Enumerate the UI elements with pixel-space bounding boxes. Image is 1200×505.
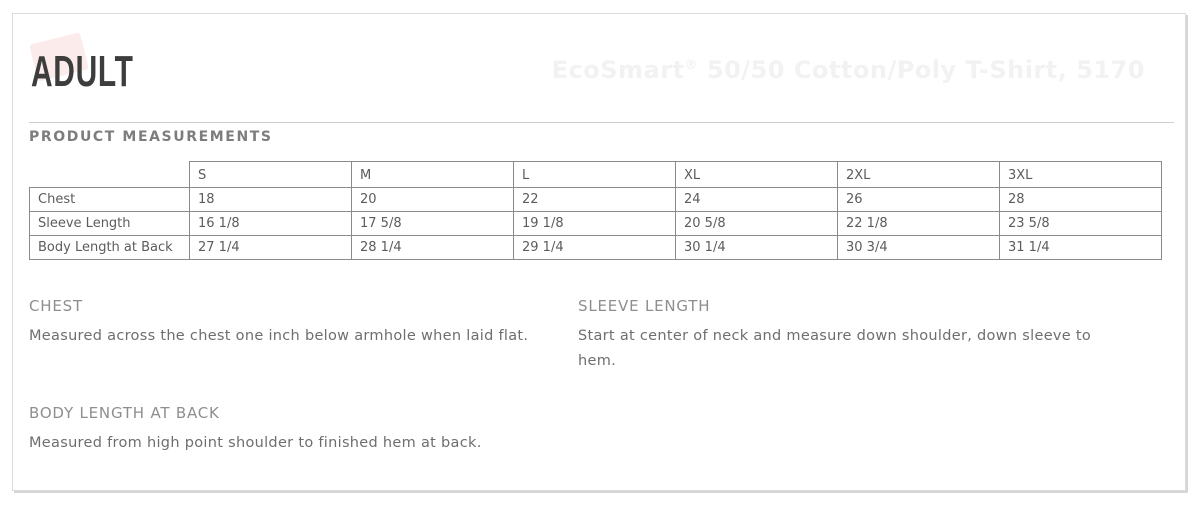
- product-measurements-title: PRODUCT MEASUREMENTS: [29, 129, 273, 145]
- product-title-brand: EcoSmart: [551, 56, 685, 84]
- measurement-value: 28: [1000, 188, 1162, 212]
- definition-term: CHEST: [29, 297, 83, 315]
- content-panel: [12, 13, 1186, 491]
- definition-term: BODY LENGTH AT BACK: [29, 404, 220, 422]
- section-divider: [29, 122, 1174, 123]
- measurement-row-body-length: [30, 236, 1162, 260]
- measurement-value: 20 5/8: [676, 212, 838, 236]
- definition-chest: [29, 297, 564, 349]
- row-label: Chest: [30, 188, 190, 212]
- size-column-header: 3XL: [1000, 162, 1162, 188]
- corner-cell: [30, 162, 190, 188]
- measurement-value: 27 1/4: [190, 236, 352, 260]
- measurement-value: 17 5/8: [352, 212, 514, 236]
- row-label: Body Length at Back: [30, 236, 190, 260]
- size-column-header: 2XL: [838, 162, 1000, 188]
- size-header-row: [30, 162, 1162, 188]
- row-label: Sleeve Length: [30, 212, 190, 236]
- definition-body-length-at-back: [29, 404, 564, 456]
- size-column-header: L: [514, 162, 676, 188]
- definition-sleeve-length: [578, 297, 1094, 374]
- measurement-row-chest: [30, 188, 1162, 212]
- size-column-header: S: [190, 162, 352, 188]
- definition-description: Measured from high point shoulder to finished hem at back.: [29, 435, 482, 451]
- measurement-value: 22 1/8: [838, 212, 1000, 236]
- measurement-row-sleeve-length: [30, 212, 1162, 236]
- product-title: [552, 56, 1145, 84]
- measurement-value: 29 1/4: [514, 236, 676, 260]
- definition-term: SLEEVE LENGTH: [578, 297, 711, 315]
- measurement-value: 31 1/4: [1000, 236, 1162, 260]
- measurement-value: 22: [514, 188, 676, 212]
- measurement-value: 30 3/4: [838, 236, 1000, 260]
- measurement-value: 19 1/8: [514, 212, 676, 236]
- definition-description: Measured across the chest one inch below armhole when laid flat.: [29, 328, 529, 344]
- definition-description: Start at center of neck and measure down shoulder, down sleeve to hem.: [578, 328, 1092, 369]
- product-title-rest: 50/50 Cotton/Poly T-Shirt, 5170: [698, 56, 1145, 84]
- size-column-header: M: [352, 162, 514, 188]
- measurement-value: 28 1/4: [352, 236, 514, 260]
- measurement-value: 18: [190, 188, 352, 212]
- measurement-value: 26: [838, 188, 1000, 212]
- page-title: ADULT: [31, 47, 134, 96]
- measurement-value: 16 1/8: [190, 212, 352, 236]
- measurement-value: 23 5/8: [1000, 212, 1162, 236]
- size-column-header: XL: [676, 162, 838, 188]
- registered-trademark-symbol: ®: [684, 58, 699, 73]
- measurement-value: 20: [352, 188, 514, 212]
- measurement-value: 30 1/4: [676, 236, 838, 260]
- measurement-value: 24: [676, 188, 838, 212]
- measurements-table: [29, 161, 1162, 260]
